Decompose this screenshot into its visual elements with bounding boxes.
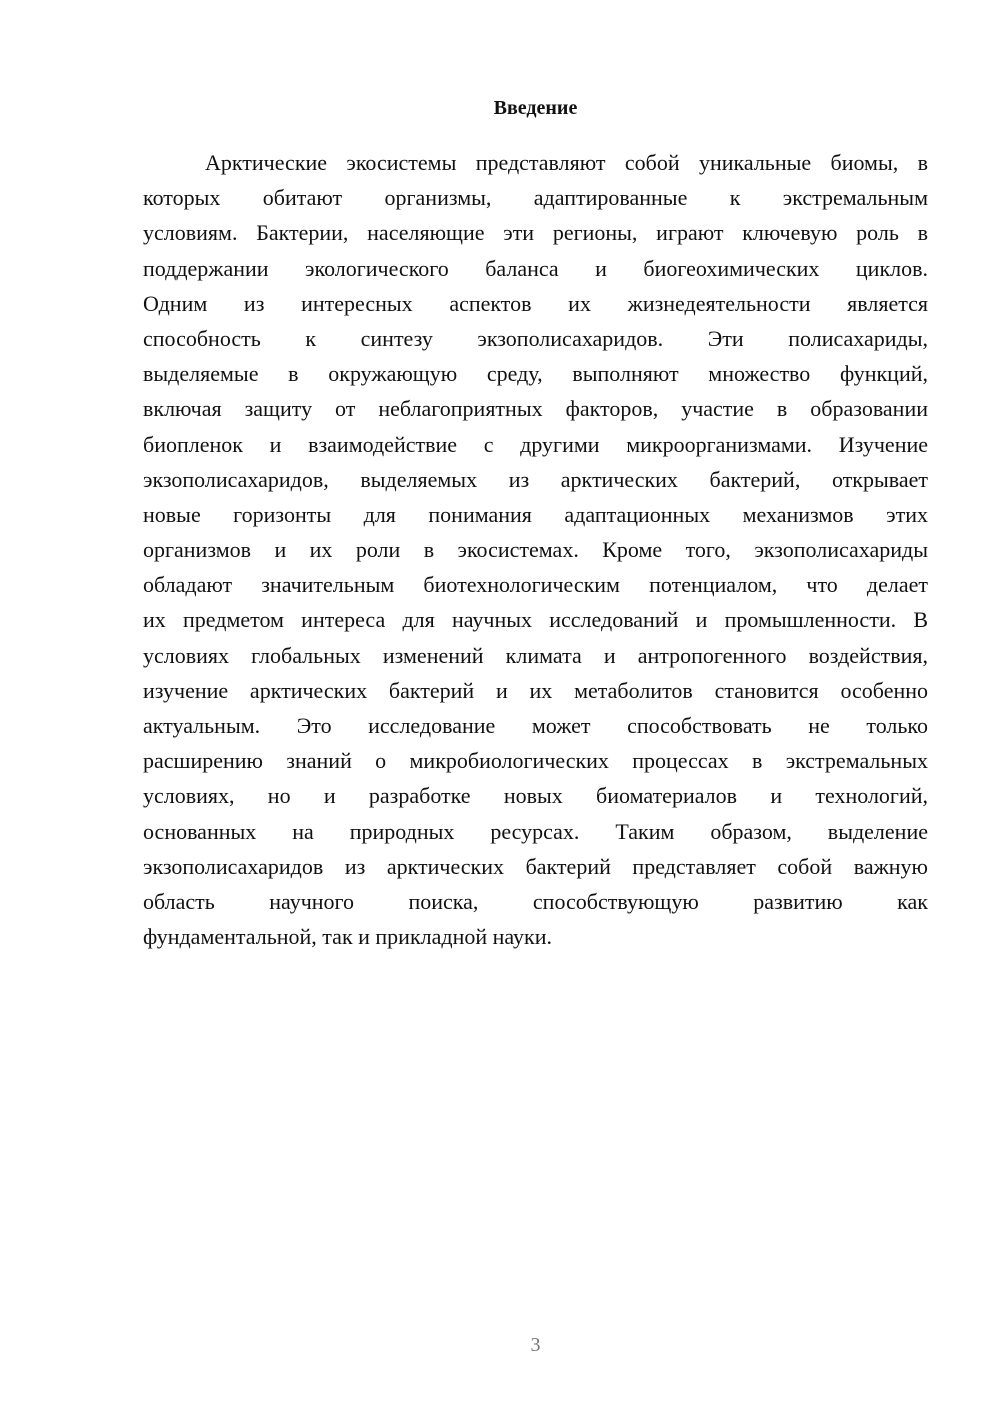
text-line: область научного поиска, способствующую развитию как [143, 888, 928, 914]
text-line: расширению знаний о микробиологических процессах в экстремальных [143, 748, 928, 774]
text-line: условиях глобальных изменений климата и антропогенного воздействия, [143, 642, 928, 668]
text-line: их предметом интереса для научных исследований и промышленности. В [143, 607, 928, 633]
text-line: новые горизонты для понимания адаптационных механизмов этих [143, 501, 928, 527]
text-line: которых обитают организмы, адаптированные к экстремальным [143, 185, 928, 211]
text-line: экзополисахаридов, выделяемых из арктических бактерий, открывает [143, 466, 928, 492]
text-line: Одним из интересных аспектов их жизнедеятельности является [143, 290, 928, 316]
text-line: условиям. Бактерии, населяющие эти регионы, играют ключевую роль в [143, 220, 928, 246]
text-line: фундаментальной, так и прикладной науки. [143, 924, 553, 950]
section-heading: Введение [493, 97, 578, 119]
text-line: включая защиту от неблагоприятных факторов, участие в образовании [143, 396, 928, 422]
text-line: экзополисахаридов из арктических бактерий представляет собой важную [143, 853, 928, 879]
paragraph [143, 145, 928, 954]
text-line: способность к синтезу экзополисахаридов. Эти полисахариды, [143, 325, 928, 351]
text-line: организмов и их роли в экосистемах. Кроме того, экзополисахариды [143, 537, 928, 563]
text-line: поддержании экологического баланса и биогеохимических циклов. [143, 255, 928, 281]
text-line: изучение арктических бактерий и их метаболитов становится особенно [143, 677, 928, 703]
text-line: обладают значительным биотехнологическим потенциалом, что делает [143, 572, 928, 598]
text-line: условиях, но и разработке новых биоматериалов и технологий, [143, 783, 928, 809]
text-line: биопленок и взаимодействие с другими микроорганизмами. Изучение [143, 431, 928, 457]
page-number: 3 [530, 1334, 541, 1356]
text-line: основанных на природных ресурсах. Таким образом, выделение [143, 818, 928, 844]
text-line: актуальным. Это исследование может способствовать не только [143, 713, 928, 738]
text-line: Арктические экосистемы представляют собой уникальные биомы, в [205, 150, 928, 175]
text-line: выделяемые в окружающую среду, выполняют множество функций, [143, 361, 928, 387]
